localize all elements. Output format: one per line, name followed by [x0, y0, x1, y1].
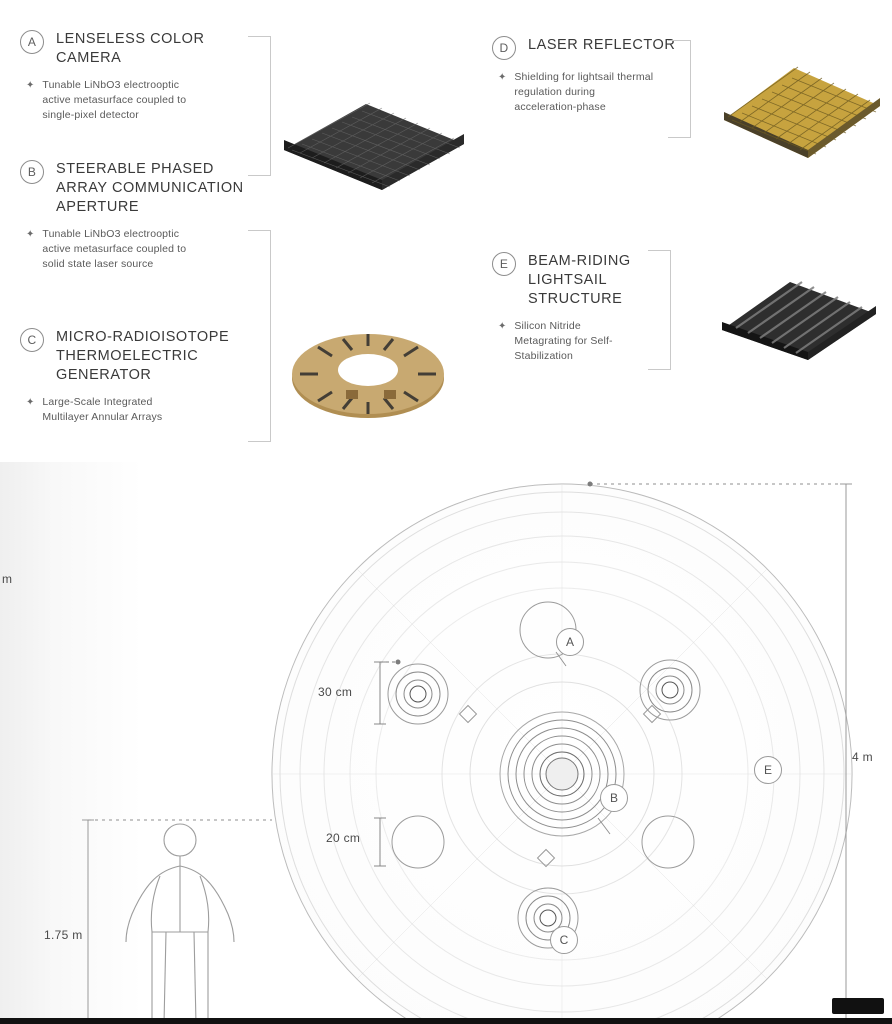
legend-title-c: MICRO-RADIOISOTOPE THERMOELECTRIC GENERATOR: [56, 329, 230, 383]
bracket-e: [648, 250, 671, 370]
technical-drawing: [0, 462, 892, 1024]
dimension-module-large: 30 cm: [318, 685, 353, 699]
sail-plan-view: [0, 462, 892, 1024]
legend-title-a: LENSELESS COLOR CAMERA: [56, 31, 205, 66]
laser-reflector-render: [716, 58, 886, 164]
legend-item-b: [20, 160, 260, 272]
callout-e: E: [754, 756, 782, 784]
bracket-bc: [248, 230, 271, 442]
legend-panel: [0, 0, 892, 462]
legend-desc-b: Tunable LiNbO3 electrooptic active metasurface coupled to solid state laser source: [42, 228, 187, 270]
legend-badge-d: D: [492, 36, 516, 60]
bracket-d: [668, 40, 691, 138]
screen-bottom-bar: [0, 1018, 892, 1024]
callout-a: A: [556, 628, 584, 656]
metasurface-slab-render: [274, 92, 474, 192]
legend-desc-e: Silicon Nitride Metagrating for Self-Stabilization: [514, 320, 613, 362]
callout-c: C: [550, 926, 578, 954]
legend-title-e: BEAM-RIDING LIGHTSAIL STRUCTURE: [528, 253, 631, 307]
bullet-icon: ✦: [498, 321, 507, 332]
dimension-human-height: 1.75 m: [44, 928, 83, 942]
legend-desc-d: Shielding for lightsail thermal regulation during acceleration-phase: [514, 71, 654, 113]
legend-badge-b: B: [20, 160, 44, 184]
callout-b: B: [600, 784, 628, 812]
legend-title-b: STEERABLE PHASED ARRAY COMMUNICATION APERTURE: [56, 161, 244, 215]
dimension-module-small: 20 cm: [326, 831, 361, 845]
metagrating-render: [716, 270, 882, 366]
legend-desc-a: Tunable LiNbO3 electrooptic active metasurface coupled to single-pixel detector: [42, 79, 187, 121]
bracket-ab: [248, 36, 271, 176]
corner-indicator: [832, 998, 884, 1014]
legend-badge-c: C: [20, 328, 44, 352]
bullet-icon: ✦: [498, 72, 507, 83]
mrtg-annular-render: [288, 312, 448, 432]
legend-item-a: [20, 30, 252, 123]
bullet-icon: ✦: [26, 397, 35, 408]
legend-title-d: LASER REFLECTOR: [528, 37, 676, 53]
legend-badge-a: A: [20, 30, 44, 54]
bullet-icon: ✦: [26, 80, 35, 91]
bullet-icon: ✦: [26, 229, 35, 240]
legend-desc-c: Large-Scale Integrated Multilayer Annular Arrays: [42, 396, 163, 423]
legend-badge-e: E: [492, 252, 516, 276]
legend-item-c: [20, 328, 252, 425]
dimension-left-partial: m: [2, 572, 13, 586]
dimension-sail-diameter: 4 m: [852, 750, 873, 764]
